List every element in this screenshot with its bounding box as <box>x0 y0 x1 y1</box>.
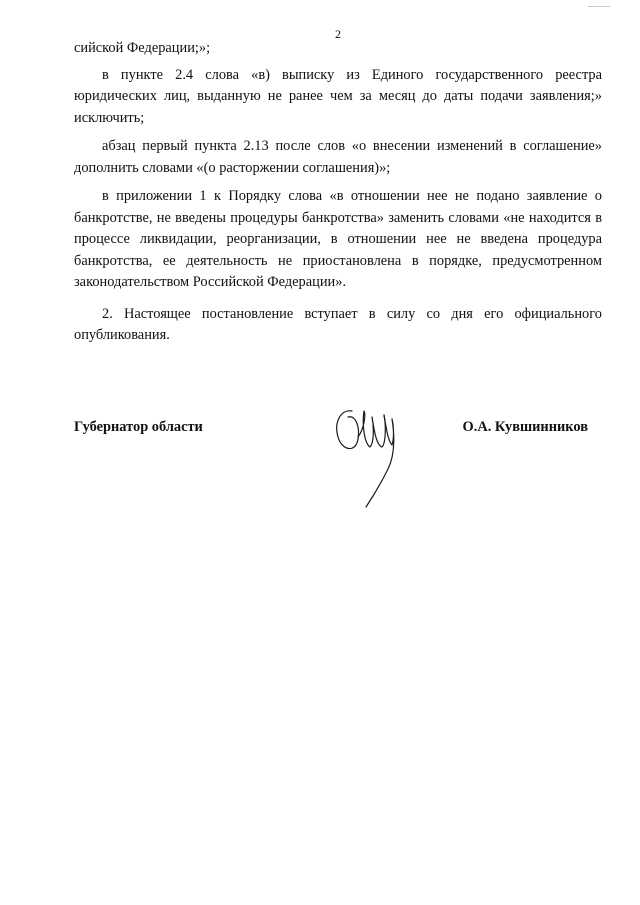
page-number: 2 <box>335 27 341 41</box>
paragraph-amendment-appendix-1: в приложении 1 к Порядку слова «в отношении нее не подано заявление о банкротстве, не введены процедуры банкротства» заменить словами «не находится в процессе ликвидации, реорганизации, в отношении нее не введена процедура банкротства, ее деятельность не приостановлена в порядке, предусмотренном законодательством Российской Федерации». <box>74 188 602 290</box>
handwritten-signature <box>330 403 410 513</box>
signer-name: О.А. Кувшинников <box>462 419 588 435</box>
signature-block <box>74 403 602 523</box>
paragraph-effective-date: 2. Настоящее постановление вступает в силу со дня его официального опубликования. <box>74 305 602 343</box>
paragraph-amendment-2-4: в пункте 2.4 слова «в) выписку из Единого государственного реестра юридических лиц, выданную не ранее чем за месяц до даты подачи заявления;» исключить; <box>74 66 602 126</box>
signer-position: Губернатор области <box>74 419 203 435</box>
corner-mark <box>588 0 610 7</box>
document-body <box>74 38 602 347</box>
paragraph-amendment-2-13: абзац первый пункта 2.13 после слов «о внесении изменений в соглашение» дополнить словами «(о расторжении соглашения)»; <box>74 138 602 176</box>
paragraph-continuation: сийской Федерации;»; <box>74 40 211 56</box>
